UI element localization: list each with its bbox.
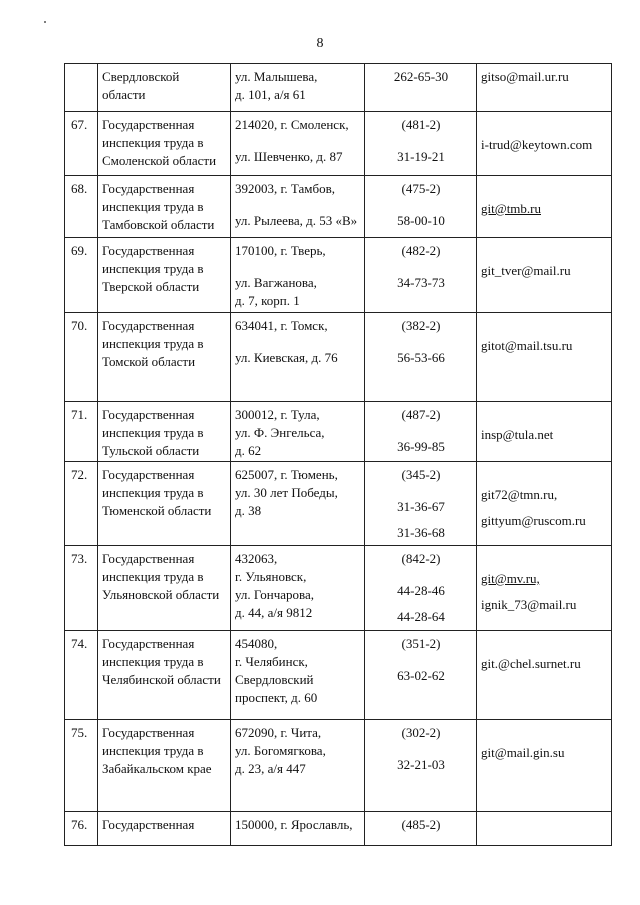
phone-cell xyxy=(365,812,477,846)
row-number-cell: 76. xyxy=(65,812,98,846)
row-number-cell: 74. xyxy=(65,631,98,720)
phone-line: (302-2) xyxy=(401,725,441,740)
address-line: ул. Рылеева, д. 53 «В» xyxy=(235,213,358,228)
inspection-name-cell xyxy=(98,112,231,176)
name-line: Государственная xyxy=(102,467,195,482)
phone-line: (485-2) xyxy=(401,817,441,832)
address-line: г. Челябинск, xyxy=(235,654,308,669)
name-line: Ульяновской области xyxy=(102,587,220,602)
email-link[interactable]: git.@chel.surnet.ru xyxy=(481,656,581,671)
phone-cell xyxy=(365,546,477,631)
phone-cell xyxy=(365,112,477,176)
name-line: Государственная xyxy=(102,181,195,196)
table-row xyxy=(65,112,612,176)
address-line: д. 44, а/я 9812 xyxy=(235,605,313,620)
email-cell xyxy=(477,313,612,402)
table-row xyxy=(65,238,612,313)
phone-line: 31-36-67 xyxy=(397,499,445,514)
table-row xyxy=(65,64,612,112)
email-cell xyxy=(477,631,612,720)
email-link[interactable]: insp@tula.net xyxy=(481,427,554,442)
address-line: 625007, г. Тюмень, xyxy=(235,467,338,482)
phone-line: (487-2) xyxy=(401,407,441,422)
email-link[interactable]: i-trud@keytown.com xyxy=(481,137,593,152)
row-number-cell: 69. xyxy=(65,238,98,313)
address-cell xyxy=(231,402,365,462)
name-line: Тверской области xyxy=(102,279,200,294)
phone-line: (345-2) xyxy=(401,467,441,482)
name-line: инспекция труда в xyxy=(102,743,204,758)
phone-line: 32-21-03 xyxy=(397,757,445,772)
phone-cell xyxy=(365,720,477,812)
name-line: Государственная xyxy=(102,243,195,258)
address-line: д. 101, а/я 61 xyxy=(235,87,306,102)
name-line: области xyxy=(102,87,146,102)
email-cell xyxy=(477,546,612,631)
address-line: 170100, г. Тверь, xyxy=(235,243,326,258)
phone-line: 31-19-21 xyxy=(397,149,445,164)
address-line: ул. Богомягкова, xyxy=(235,743,326,758)
phone-line: 63-02-62 xyxy=(397,668,445,683)
email-link[interactable]: ignik_73@mail.ru xyxy=(481,597,577,612)
address-line: ул. Вагжанова, xyxy=(235,275,317,290)
name-line: инспекция труда в xyxy=(102,654,204,669)
name-line: инспекция труда в xyxy=(102,485,204,500)
email-cell xyxy=(477,462,612,546)
address-cell xyxy=(231,546,365,631)
phone-cell xyxy=(365,313,477,402)
address-line: д. 23, а/я 447 xyxy=(235,761,306,776)
email-link[interactable]: gittyum@ruscom.ru xyxy=(481,513,586,528)
name-line: Свердловской xyxy=(102,69,180,84)
address-line: ул. Киевская, д. 76 xyxy=(235,350,338,365)
name-line: Забайкальском крае xyxy=(102,761,212,776)
email-cell xyxy=(477,238,612,313)
name-line: инспекция труда в xyxy=(102,199,204,214)
table-row xyxy=(65,176,612,238)
name-line: инспекция труда в xyxy=(102,569,204,584)
inspection-name-cell xyxy=(98,462,231,546)
address-line: ул. Малышева, xyxy=(235,69,318,84)
address-line: ул. Шевченко, д. 87 xyxy=(235,149,343,164)
address-cell xyxy=(231,812,365,846)
phone-line: 36-99-85 xyxy=(397,439,445,454)
name-line: Государственная xyxy=(102,407,195,422)
inspection-name-cell xyxy=(98,238,231,313)
name-line: Государственная xyxy=(102,817,195,832)
phone-line: (482-2) xyxy=(401,243,441,258)
email-cell xyxy=(477,812,612,846)
address-line: 432063, xyxy=(235,551,278,566)
phone-line: 34-73-73 xyxy=(397,275,445,290)
name-line: инспекция труда в xyxy=(102,135,204,150)
address-cell xyxy=(231,313,365,402)
table-row xyxy=(65,402,612,462)
email-link[interactable]: gitso@mail.ur.ru xyxy=(481,69,569,84)
phone-line: 56-53-66 xyxy=(397,350,445,365)
scan-speck xyxy=(44,21,46,23)
email-link[interactable]: git72@tmn.ru, xyxy=(481,487,558,502)
address-line: Свердловский xyxy=(235,672,314,687)
phone-line: (351-2) xyxy=(401,636,441,651)
table-row xyxy=(65,720,612,812)
phone-cell xyxy=(365,176,477,238)
email-link[interactable]: git@tmb.ru xyxy=(481,201,541,216)
inspection-name-cell xyxy=(98,720,231,812)
address-line: ул. Ф. Энгельса, xyxy=(235,425,325,440)
name-line: Государственная xyxy=(102,725,195,740)
address-line: ул. Гончарова, xyxy=(235,587,315,602)
row-number-cell: 68. xyxy=(65,176,98,238)
name-line: Тамбовской области xyxy=(102,217,215,232)
phone-cell xyxy=(365,238,477,313)
row-number-cell: 73. xyxy=(65,546,98,631)
name-line: Тюменской области xyxy=(102,503,212,518)
name-line: инспекция труда в xyxy=(102,261,204,276)
phone-cell xyxy=(365,631,477,720)
phone-line: 31-36-68 xyxy=(397,525,445,540)
email-link[interactable]: git@mv.ru, xyxy=(481,571,540,586)
email-link[interactable]: git_tver@mail.ru xyxy=(481,263,571,278)
table-row xyxy=(65,812,612,846)
inspection-name-cell xyxy=(98,313,231,402)
row-number-cell: 75. xyxy=(65,720,98,812)
inspection-name-cell xyxy=(98,546,231,631)
row-number-cell xyxy=(65,64,98,112)
email-cell xyxy=(477,112,612,176)
inspection-name-cell xyxy=(98,812,231,846)
phone-line: (481-2) xyxy=(401,117,441,132)
table-row xyxy=(65,546,612,631)
name-line: инспекция труда в xyxy=(102,336,204,351)
address-line: 672090, г. Чита, xyxy=(235,725,322,740)
address-cell xyxy=(231,112,365,176)
phone-line: (842-2) xyxy=(401,551,441,566)
address-line: 150000, г. Ярославль, xyxy=(235,817,353,832)
page-number: 8 xyxy=(316,36,324,51)
name-line: Томской области xyxy=(102,354,196,369)
address-line: 392003, г. Тамбов, xyxy=(235,181,335,196)
name-line: Государственная xyxy=(102,551,195,566)
email-cell xyxy=(477,720,612,812)
phone-line: 58-00-10 xyxy=(397,213,445,228)
email-cell xyxy=(477,64,612,112)
row-number-cell: 67. xyxy=(65,112,98,176)
address-line: 454080, xyxy=(235,636,278,651)
phone-line: 262-65-30 xyxy=(393,69,449,84)
name-line: Тульской области xyxy=(102,443,200,458)
phone-cell xyxy=(365,64,477,112)
inspection-name-cell xyxy=(98,631,231,720)
address-cell xyxy=(231,176,365,238)
address-line: проспект, д. 60 xyxy=(235,690,318,705)
inspection-name-cell xyxy=(98,176,231,238)
inspection-directory-table xyxy=(64,63,612,846)
name-line: Государственная xyxy=(102,636,195,651)
table-row xyxy=(65,631,612,720)
name-line: Государственная xyxy=(102,318,195,333)
name-line: Государственная xyxy=(102,117,195,132)
phone-line: (382-2) xyxy=(401,318,441,333)
email-cell xyxy=(477,176,612,238)
address-cell xyxy=(231,64,365,112)
address-line: д. 38 xyxy=(235,503,262,518)
name-line: инспекция труда в xyxy=(102,425,204,440)
address-line: д. 62 xyxy=(235,443,262,458)
row-number-cell: 71. xyxy=(65,402,98,462)
address-line: 300012, г. Тула, xyxy=(235,407,320,422)
address-cell xyxy=(231,631,365,720)
name-line: Челябинской области xyxy=(102,672,221,687)
address-cell xyxy=(231,462,365,546)
address-line: г. Ульяновск, xyxy=(235,569,307,584)
email-link[interactable]: git@mail.gin.su xyxy=(481,745,565,760)
row-number-cell: 70. xyxy=(65,313,98,402)
address-line: 214020, г. Смоленск, xyxy=(235,117,349,132)
inspection-name-cell xyxy=(98,402,231,462)
inspection-name-cell xyxy=(98,64,231,112)
phone-cell xyxy=(365,402,477,462)
address-line: д. 7, корп. 1 xyxy=(235,293,300,308)
phone-cell xyxy=(365,462,477,546)
row-number-cell: 72. xyxy=(65,462,98,546)
address-line: ул. 30 лет Победы, xyxy=(235,485,338,500)
address-line: 634041, г. Томск, xyxy=(235,318,328,333)
phone-line: (475-2) xyxy=(401,181,441,196)
address-cell xyxy=(231,720,365,812)
phone-line: 44-28-46 xyxy=(397,583,445,598)
phone-line: 44-28-64 xyxy=(397,609,445,624)
name-line: Смоленской области xyxy=(102,153,217,168)
email-cell xyxy=(477,402,612,462)
address-cell xyxy=(231,238,365,313)
table-row xyxy=(65,462,612,546)
email-link[interactable]: gitot@mail.tsu.ru xyxy=(481,338,573,353)
table-row xyxy=(65,313,612,402)
